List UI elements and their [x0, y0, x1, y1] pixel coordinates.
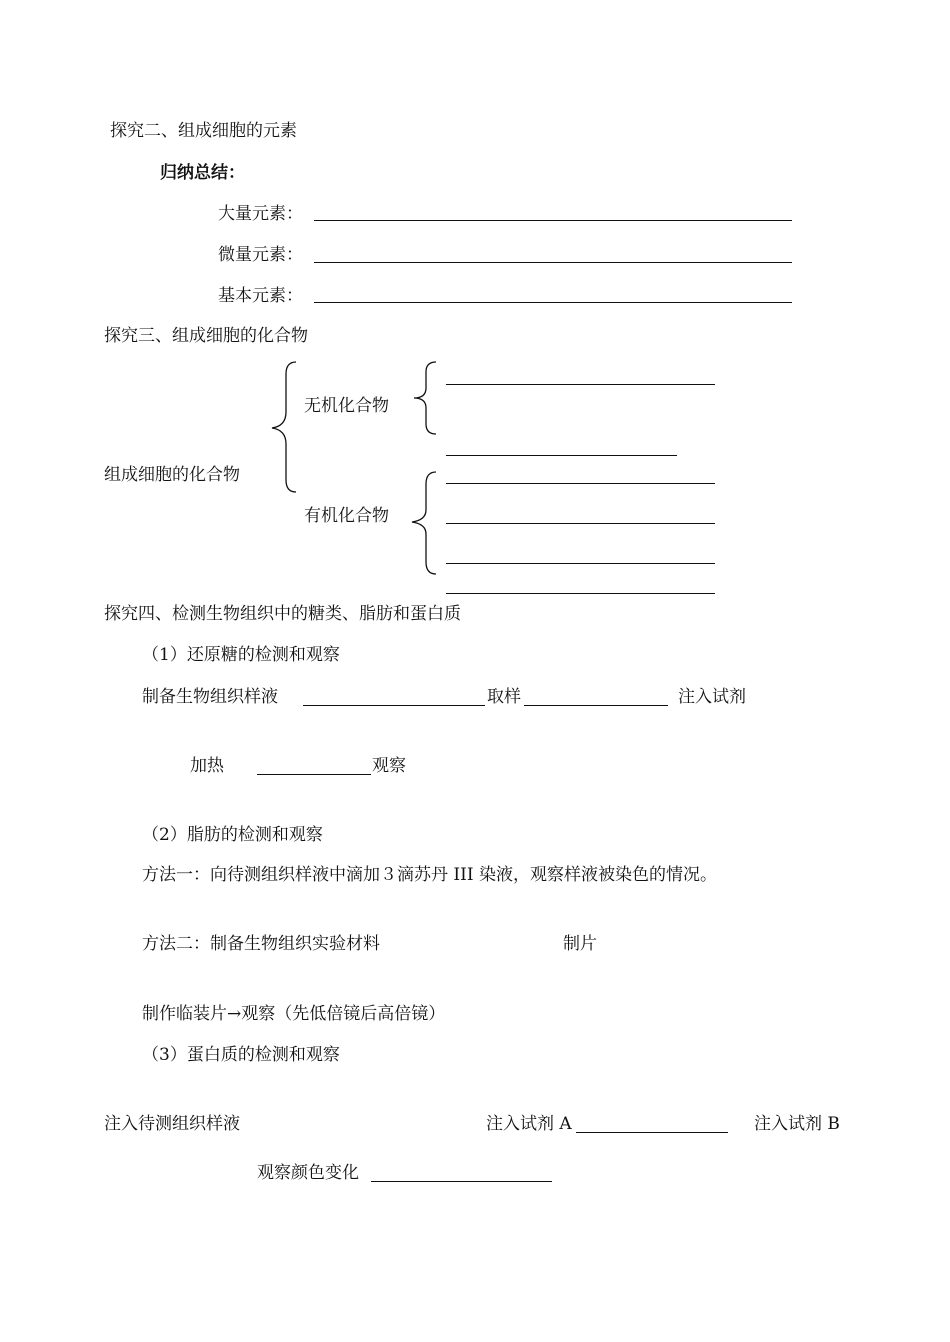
part1-heading: （1）还原糖的检测和观察 [142, 645, 340, 665]
organic-blank-1[interactable] [446, 483, 715, 484]
fat-method1: 方法一：向待测组织样液中滴加３滴苏丹 III 染液，观察样液被染色的情况。 [142, 865, 717, 885]
inorganic-blank-1[interactable] [446, 384, 715, 385]
step-observe-color: 观察颜色变化 [257, 1163, 359, 1183]
protein-blank-1[interactable] [576, 1132, 728, 1133]
step-observe: 观察 [372, 756, 406, 776]
part3-heading: （3）蛋白质的检测和观察 [142, 1045, 340, 1065]
organic-label: 有机化合物 [304, 506, 389, 526]
basic-elements-blank[interactable] [314, 302, 792, 303]
sugar-blank-1[interactable] [303, 705, 485, 706]
trace-elements-blank[interactable] [314, 262, 792, 263]
trace-elements-label: 微量元素： [218, 245, 303, 265]
compounds-root-label: 组成细胞的化合物 [104, 465, 240, 485]
step-reagent-a: 注入试剂 A [486, 1114, 572, 1134]
summary-label: 归纳总结： [160, 163, 245, 183]
step-sample: 取样 [487, 687, 521, 707]
major-elements-label: 大量元素： [218, 204, 303, 224]
step-reagent: 注入试剂 [678, 687, 746, 707]
fat-method2-slice: 制片 [563, 934, 597, 954]
protein-blank-2[interactable] [371, 1181, 552, 1182]
basic-elements-label: 基本元素： [218, 286, 303, 306]
inorganic-blank-2[interactable] [446, 455, 677, 456]
organic-blank-3[interactable] [446, 563, 715, 564]
major-elements-blank[interactable] [314, 220, 792, 221]
section2-title: 探究二、组成细胞的元素 [110, 121, 297, 141]
sugar-blank-2[interactable] [524, 705, 668, 706]
organic-blank-4[interactable] [446, 593, 715, 594]
section4-title: 探究四、检测生物组织中的糖类、脂肪和蛋白质 [104, 604, 461, 624]
step-prepare: 制备生物组织样液 [142, 687, 278, 707]
step-reagent-b: 注入试剂 B [754, 1114, 840, 1134]
organic-brace-icon [408, 470, 440, 576]
part2-heading: （2）脂肪的检测和观察 [142, 825, 323, 845]
step-inject-sample: 注入待测组织样液 [104, 1114, 240, 1134]
step-heat: 加热 [190, 756, 224, 776]
fat-method2-next: 制作临装片→观察（先低倍镜后高倍镜） [142, 1004, 446, 1024]
sugar-blank-3[interactable] [257, 774, 371, 775]
big-brace-icon [268, 360, 308, 494]
section3-title: 探究三、组成细胞的化合物 [104, 326, 308, 346]
inorganic-label: 无机化合物 [304, 396, 389, 416]
fat-method2: 方法二：制备生物组织实验材料 [142, 934, 380, 954]
inorganic-brace-icon [408, 360, 440, 436]
organic-blank-2[interactable] [446, 523, 715, 524]
